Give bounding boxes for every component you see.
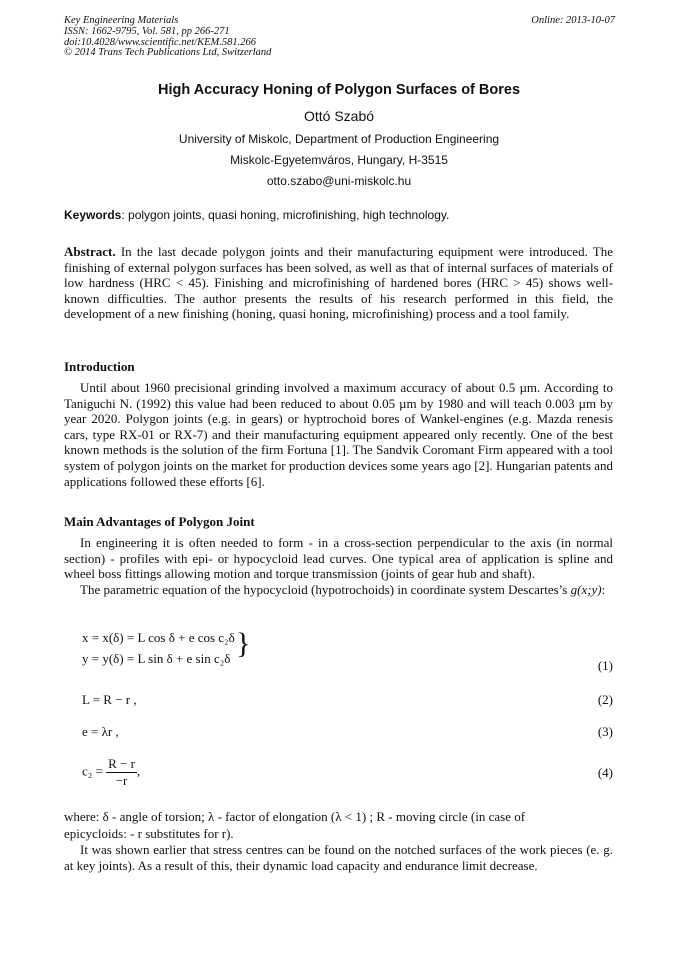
paper-title: High Accuracy Honing of Polygon Surfaces of Bores [157,82,521,98]
copyright-line: © 2014 Trans Tech Publications Ltd, Switzerland [64,47,272,59]
keywords-text: : polygon joints, quasi honing, microfinishing, high technology. [121,208,450,222]
affiliation-address: Miskolc-Egyetemváros, Hungary, H-3515 [230,153,448,167]
affiliation-university: University of Miskolc, Department of Production Engineering [178,132,500,146]
affiliation-email: otto.szabo@uni-miskolc.hu [266,174,412,188]
section2-p2-text: The parametric equation of the hypocycloid (hypotrochoids) in coordinate system Descartes’s [80,582,568,597]
equation-4-tail: , [136,763,141,779]
equation-2: L = R − r , [82,692,137,707]
fraction-numerator: R − r [108,756,135,771]
keywords-label: Keywords [64,208,122,222]
equation-brace: } [236,627,251,660]
journal-name: Key Engineering Materials [64,15,179,26]
where-line-2: epicycloids: - r substitutes for r). [64,826,234,841]
fraction-denominator: −r [115,773,128,788]
doi-line: doi:10.4028/www.scientific.net/KEM.581.266 [64,36,256,48]
coordinate-system-label: g(x;y) [570,582,602,597]
equation-1-line-2: y = y(δ) = L sin δ + e sin c₂δ [82,651,231,666]
author-name: Ottó Szabó [303,108,375,124]
closing-paragraph: It was shown earlier that stress centres can be found on the notched surfaces of the work pieces (e. g. at key joints). As a result of this, their dynamic load capacity and endurance limit decrease. [64,842,613,873]
equation-4-lhs: c₂ = [82,763,103,779]
equation-3: e = λr , [82,724,119,739]
section2-p2-end: : [601,582,606,597]
abstract-label: Abstract. [64,244,116,259]
equation-3-number: (3) [597,724,613,739]
abstract [64,244,613,322]
introduction-text: Until about 1960 precisional grinding involved a maximum accuracy of about 0.5 µm. According to Taniguchi N. (1992) this value had been reduced to about 0.05 µm by 1980 and will teach 0.003 µm by year 2020. Polygon joints (e.g. in gears) or hyptrochoid bores of Wankel-engines (e.g. Mazda renesis cars, type RX-01 or RX-7) and their manufacturing equipment appeared only recently. One of the best known methods is the solution of the firm Fortuna [1]. The Sandvik Coromant Firm appeared with a tool system of polygon joints on the market for production devices some years ago [2]. Hungarian patents and applications followed these efforts [6]. [64,380,613,489]
equation-4 [82,756,140,789]
equation-4-number: (4) [597,765,613,780]
where-line-1: where: δ - angle of torsion; λ - factor of elongation (λ < 1) ; R - moving circle (in case of [64,809,526,824]
equation-1-number: (1) [597,658,613,673]
equation-1-line-1: x = x(δ) = L cos δ + e cos c₂δ [82,630,235,645]
issn-line: ISSN: 1662-9795, Vol. 581, pp 266-271 [64,25,230,37]
journal-header [64,16,615,59]
section2-paragraph-2 [64,582,613,598]
online-date: Online: 2013-10-07 [531,15,615,26]
section2-paragraph-1: In engineering it is often needed to form - in a cross-section perpendicular to the axis (in normal section) - profiles with epi- or hypocycloid lead curves. One typical area of application is spline and wheel boss fittings allowing motion and torque transmission (joints of gear hub and shaft). [64,535,613,582]
introduction-heading: Introduction [64,359,135,374]
keywords [64,208,615,222]
equation-4-fraction [106,756,137,789]
section-heading-polygon-joint: Main Advantages of Polygon Joint [64,514,255,529]
equation-2-number: (2) [597,692,613,707]
abstract-text: In the last decade polygon joints and their manufacturing equipment were introduced. The finishing of external polygon surfaces has been solved, as well as that of internal surfaces of materials of low hardness (HRC < 45). Finishing and microfinishing of hardened bores (HRC > 45) shows well-known difficulties. The author presents the results of his research performed in this field, the development of a new finishing (honing, quasi honing, microfinishing) process and a tool family. [64,244,613,322]
